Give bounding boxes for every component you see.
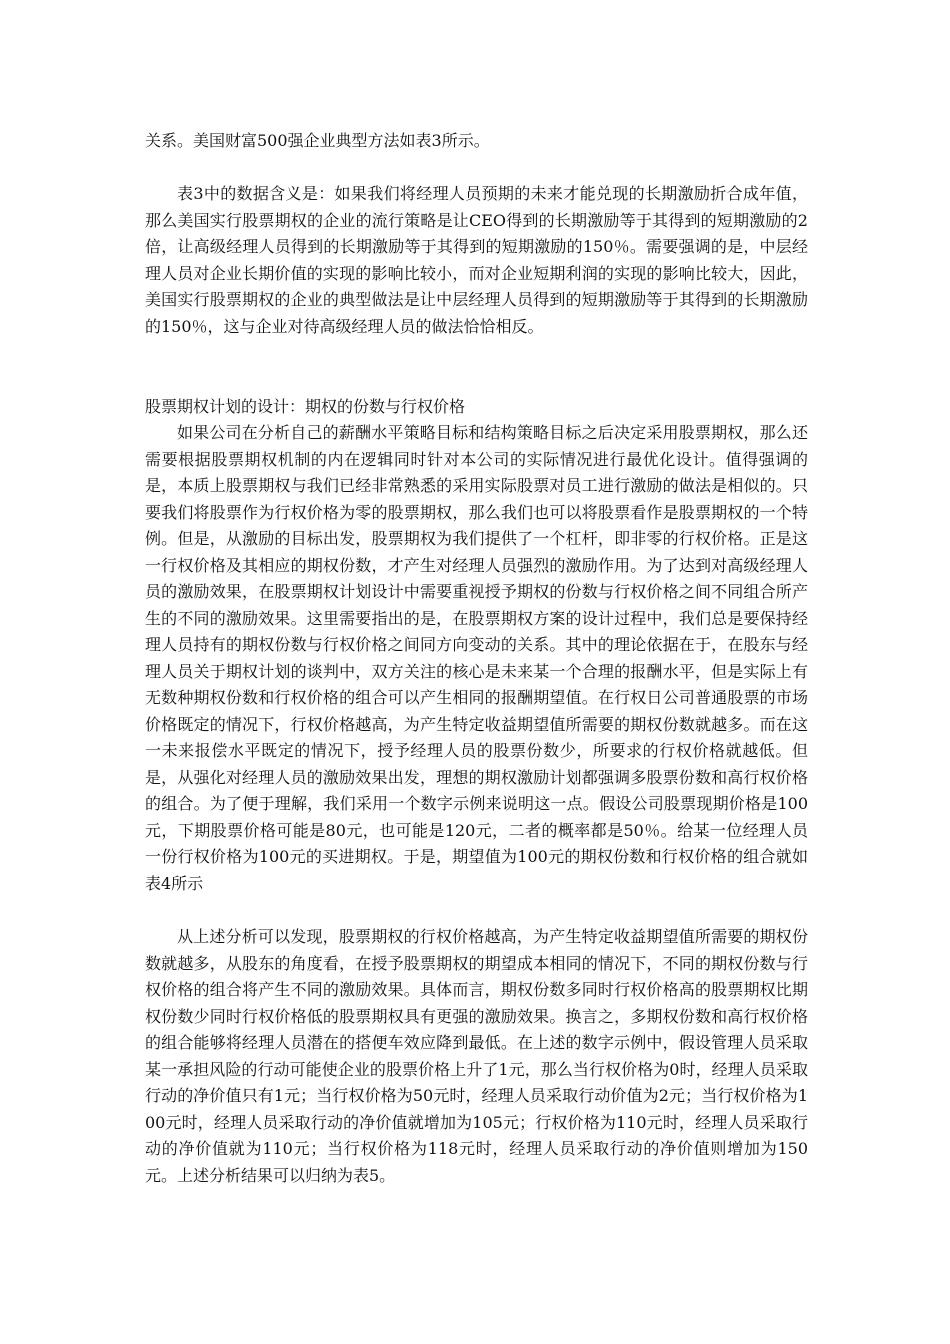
paragraph-table3-explanation: 表3中的数据含义是：如果我们将经理人员预期的未来才能兑现的长期激励折合成年值，那么美国实行股票期权的企业的流行策略是让CEO得到的长期激励等于其得到的短期激励的2倍，让高级经理人员得到的长期激励等于其得到的短期激励的150％。需要强调的是，中层经理人员对企业长期价值的实现的影响比较小，而对企业短期利润的实现的影响比较大，因此，美国实行股票期权的企业的典型做法是让中层经理人员得到的短期激励等于其得到的长期激励的150％，这与企业对待高级经理人员的做法恰恰相反。 — [145, 184, 808, 336]
paragraph-analysis-summary: 从上述分析可以发现，股票期权的行权价格越高，为产生特定收益期望值所需要的期权份数就越多，从股东的角度看，在授予股票期权的期望成本相同的情况下，不同的期权份数与行权价格的组合将产生不同的激励效果。具体而言，期权份数多同时行权价格高的股票期权比期权份数少同时行权价格低的股票期权具有更强的激励效果。换言之，多期权份数和高行权价格的组合能够将经理人员潜在的搭便车效应降到最低。在上述的数字示例中，假设管理人员采取某一承担风险的行动可能使企业的股票价格上升了1元，那么当行权价格为0时，经理人员采取行动的净价值只有1元；当行权价格为50元时，经理人员采取行动价值为2元；当行权价格为100元时，经理人员采取行动的净价值就增加为105元；行权价格为110元时，经理人员采取行动的净价值就为110元；当行权价格为118元时，经理人员采取行动的净价值则增加为150元。上述分析结果可以归纳为表5。 — [145, 927, 808, 1185]
paragraph-option-design: 如果公司在分析自己的薪酬水平策略目标和结构策略目标之后决定采用股票期权，那么还需要根据股票期权机制的内在逻辑同时针对本公司的实际情况进行最优化设计。值得强调的是，本质上股票期权与我们已经非常熟悉的采用实际股票对员工进行激励的做法是相似的。只要我们将股票作为行权价格为零的股票期权，那么我们也可以将股票看作是股票期权的一个特例。但是，从激励的目标出发，股票期权为我们提供了一个杠杆，即非零的行权价格。正是这一行权价格及其相应的期权份数，才产生对经理人员强烈的激励作用。为了达到对高级经理人员的激励效果，在股票期权计划设计中需要重视授予期权的份数与行权价格之间不同组合所产生的不同的激励效果。这里需要指出的是，在股票期权方案的设计过程中，我们总是要保持经理人员持有的期权份数与行权价格之间同方向变动的关系。其中的理论依据在于，在股东与经理人员关于期权计划的谈判中，双方关注的核心是未来某一个合理的报酬水平，但是实际上有无数种期权份数和行权价格的组合可以产生相同的报酬期望值。在行权日公司普通股票的市场价格既定的情况下，行权价格越高，为产生特定收益期望值所需要的期权份数就越多。而在这一未来报偿水平既定的情况下，授予经理人员的股票份数少，所要求的行权价格就越低。但是，从强化对经理人员的激励效果出发，理想的期权激励计划都强调多股票份数和高行权价格的组合。为了便于理解，我们采用一个数字示例来说明这一点。假设公司股票现期价格是100元，下期股票价格可能是80元，也可能是120元，二者的概率都是50％。给某一位经理人员一份行权价格为100元的买进期权。于是，期望值为100元的期权份数和行权价格的组合就如表4所示 — [145, 423, 808, 893]
section-heading: 股票期权计划的设计：期权的份数与行权价格 — [145, 397, 466, 416]
paragraph-table3-intro: 关系。美国财富500强企业典型方法如表3所示。 — [145, 131, 490, 150]
